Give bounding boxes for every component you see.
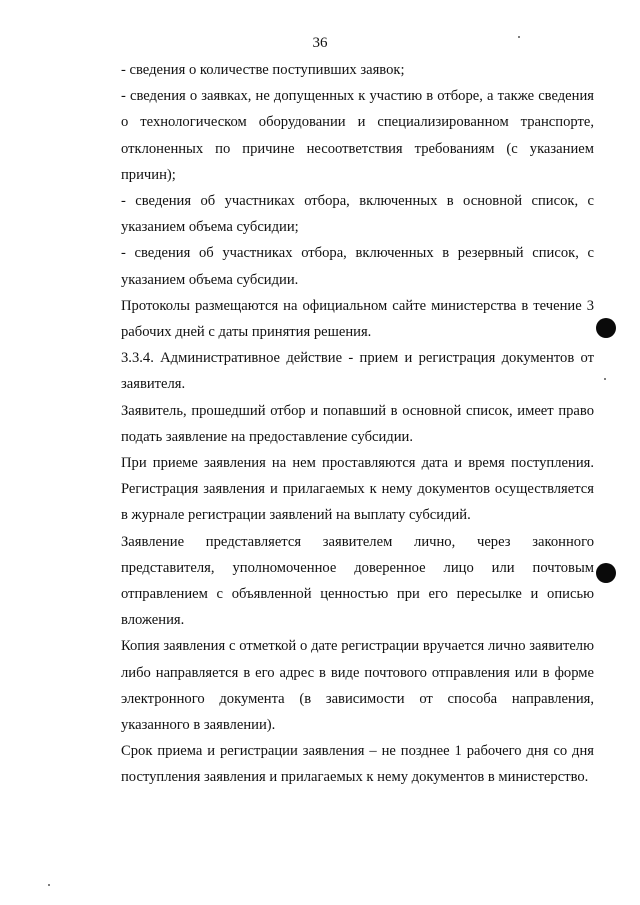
paragraph-2: - сведения о заявках, не допущенных к участию в отборе, а также сведения о технологическом оборудовании и специализированном транспорте, отклоненных по причине несоответствия требованиям (с указанием причин); bbox=[121, 88, 594, 183]
scan-speck bbox=[518, 36, 520, 38]
paragraph-5: Протоколы размещаются на официальном сайте министерства в течение 3 рабочих дней с даты принятия решения. bbox=[121, 297, 594, 341]
paragraph-10: Копия заявления с отметкой о дате регистрации вручается лично заявителю либо направляется в его адрес в виде почтового отправления или в форме электронного документа (в зависимости от способа направления, указанного в заявлении). bbox=[121, 638, 594, 734]
paragraph-3: - сведения об участниках отбора, включенных в основной список, с указанием объема субсидии; bbox=[121, 193, 594, 236]
paragraph-7: Заявитель, прошедший отбор и попавший в основной список, имеет право подать заявление на предоставление субсидии. bbox=[121, 402, 594, 445]
paragraph-6: 3.3.4. Административное действие - прием и регистрация документов от заявителя. bbox=[121, 350, 594, 393]
punch-hole-lower bbox=[596, 563, 616, 583]
paragraph-8: При приеме заявления на нем проставляются дата и время поступления. Регистрация заявления и прилагаемых к нему документов осуществляется в журнале регистрации заявлений на выплату субсидий. bbox=[121, 455, 594, 524]
page-number: 36 bbox=[312, 35, 328, 51]
punch-hole-upper bbox=[596, 318, 616, 338]
paragraph-1: - сведения о количестве поступивших заявок; bbox=[121, 62, 405, 78]
document-body bbox=[121, 57, 594, 791]
scan-speck bbox=[604, 378, 606, 380]
scan-speck bbox=[48, 884, 50, 886]
paragraph-9: Заявление представляется заявителем лично, через законного представителя, уполномоченное доверенное лицо или почтовым отправлением с объявленной ценностью при его пересылке и описью вложения. bbox=[121, 533, 594, 629]
paragraph-11: Срок приема и регистрации заявления – не позднее 1 рабочего дня со дня поступления заявления и прилагаемых к нему документов в министерство. bbox=[121, 743, 594, 786]
paragraph-4: - сведения об участниках отбора, включенных в резервный список, с указанием объема субсидии. bbox=[121, 245, 594, 288]
